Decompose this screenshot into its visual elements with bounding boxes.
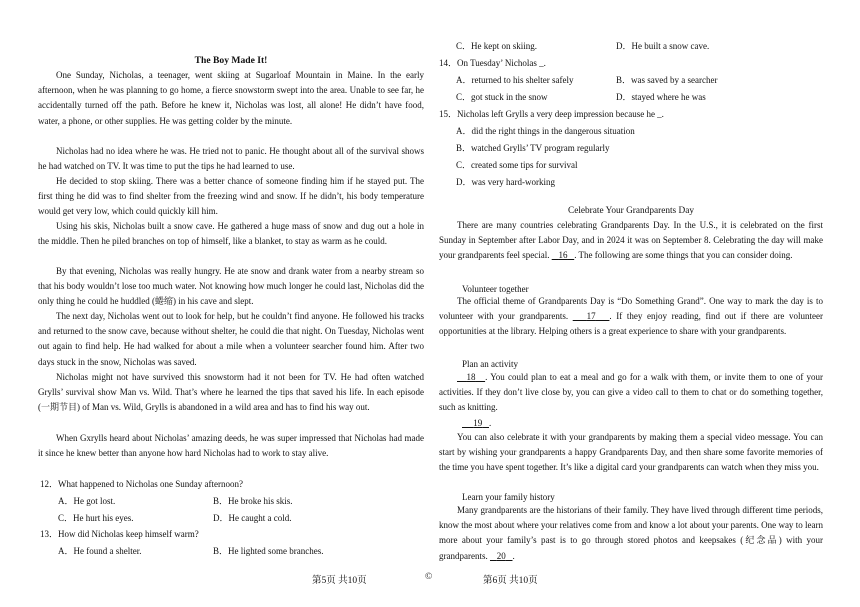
- section-heading: Volunteer together: [462, 284, 529, 294]
- section-heading: Plan an activity: [462, 359, 518, 369]
- question-14-stem: 14．On Tuesday’ Nicholas _.: [439, 58, 546, 68]
- question-14-option-d[interactable]: D．stayed where he was: [616, 92, 706, 102]
- question-15-option-c[interactable]: C．created some tips for survival: [456, 160, 578, 170]
- blank-19[interactable]: 19 .: [473, 418, 492, 428]
- page-number-right: 第6页 共10页: [483, 576, 538, 586]
- question-13-option-c[interactable]: C．He kept on skiing.: [456, 41, 537, 51]
- paragraph-text: . If they enjoy reading, find out if there are volunteer opportunities at the library. Helping others is a great experience to share with your grandparents.: [439, 311, 824, 337]
- question-13-stem: 13．How did Nicholas keep himself warm?: [40, 529, 199, 539]
- question-13-option-a[interactable]: A．He found a shelter.: [58, 546, 142, 556]
- question-15-stem: 15．Nicholas left Grylls a very deep impression because he _.: [439, 109, 664, 119]
- question-14-option-a[interactable]: A．returned to his shelter safely: [456, 75, 574, 85]
- passage-paragraph: Nicholas had no idea where he was. He tried not to panic. He thought about all of the survival shows he had watched on TV. It was time to put the tips he had learned to use.: [38, 146, 424, 172]
- passage-paragraph: Nicholas might not have survived this snowstorm had it not been for TV. He had often watched Grylls’ survival show Man vs. Wild. That’s where he learned the tips that saved his life. In each episode (一期节目) of Man vs. Wild, Grylls is abandoned in a wild area and has to find his way out.: [38, 372, 424, 413]
- passage-paragraph: The next day, Nicholas went out to look for help, but he couldn’t find anyone. He followed his tracks and returned to the snow cave, because without shelter, he could die that night. On Tuesday, Nicholas went out again to find help. He had walked for about a mile when a volunteer searcher found him. After two days stuck in the snow, Nicholas was saved.: [38, 311, 424, 367]
- question-12-stem: 12．What happened to Nicholas one Sunday afternoon?: [40, 479, 243, 489]
- paragraph-text: Many grandparents are the historians of their family. They have lived through different time periods, know the most about where your relatives come from and know a lot about your parents. One way to learn more about your family’s past is to go through stored photos and keepsakes (纪念品) with your grandparents.: [439, 505, 823, 561]
- passage-paragraph: Using his skis, Nicholas built a snow cave. He gathered a huge mass of snow and dug out a hole in the middle. Then he piled branches on top of himself, like a blanket, to stay as warm as he could.: [38, 221, 424, 247]
- copyright-icon: ©: [425, 572, 433, 582]
- passage-title: The Boy Made It!: [194, 55, 268, 66]
- blank-number: 20: [496, 550, 506, 561]
- blank-number: 17: [586, 311, 596, 322]
- passage-paragraph: Many grandparents are the historians of their family. They have lived through different time periods, know the most about where your relatives come from and know a lot about your parents. One way to learn more about your family’s past is to go through stored photos and keepsakes (纪念品) with your grandparents. 20 .: [439, 505, 823, 561]
- paragraph-text: . The following are some things that you can consider doing.: [574, 250, 793, 261]
- question-12-option-b[interactable]: B．He broke his skis.: [213, 496, 293, 506]
- question-13-option-d[interactable]: D．He built a snow cave.: [616, 41, 710, 51]
- blank-20[interactable]: [490, 551, 513, 561]
- paragraph-text: . You could plan to eat a meal and go for a walk with them, or invite them to one of your activities. If they don’t live close by, you can give a video call to them to chat or do something together, such as knitting.: [439, 372, 824, 413]
- passage-title: Celebrate Your Grandparents Day: [568, 206, 694, 216]
- question-12-option-d[interactable]: D．He caught a cold.: [213, 513, 292, 523]
- blank-number: 18: [466, 372, 476, 382]
- paragraph-text: The official theme of Grandparents Day is “Do Something Grand”. One way to mark the day is to volunteer with your grandparents.: [439, 296, 823, 322]
- blank-number: 16: [558, 250, 568, 261]
- passage-paragraph: [439, 294, 823, 340]
- question-15-option-a[interactable]: A．did the right things in the dangerous situation: [456, 126, 635, 136]
- passage-paragraph: By that evening, Nicholas was really hungry. He ate snow and drank water from a nearby stream so that his body wouldn’t lose too much water. Not knowing how much longer he could last, Nicholas did the only thing he could he huddled (蜷缩) in his cave and slept.: [38, 266, 424, 307]
- question-15-option-d[interactable]: D．was very hard-working: [456, 177, 555, 187]
- blank-16[interactable]: [552, 250, 575, 260]
- blank-17[interactable]: [573, 311, 610, 321]
- blank-number: 19: [473, 418, 483, 428]
- passage-paragraph: You can also celebrate it with your grandparents by making them a special video message. You can start by wishing your grandparents a happy Grandparents Day, and then share some favorite memories of the time you have spent together. It’s like a digital card your grandparents can watch when they miss you.: [439, 432, 823, 473]
- question-12-option-c[interactable]: C．He hurt his eyes.: [58, 513, 134, 523]
- section-heading: Learn your family history: [462, 492, 555, 502]
- question-12-option-a[interactable]: A．He got lost.: [58, 496, 116, 506]
- passage-paragraph: One Sunday, Nicholas, a teenager, went skiing at Sugarloaf Mountain in Maine. In the early afternoon, when he was planning to go home, a fierce snowstorm swept into the area. Unable to see far, he accidentally turned off the path. Before he knew it, Nicholas was lost, all alone! He didn’t have food, water, a phone, or other supplies. He was getting colder by the minute.: [38, 70, 424, 126]
- passage-paragraph: [439, 370, 823, 416]
- question-14-option-c[interactable]: C．got stuck in the snow: [456, 92, 548, 102]
- passage-paragraph: [439, 218, 823, 264]
- paragraph-text: There are many countries celebrating Grandparents Day. In the U.S., it is celebrated on the first Sunday in September after Labor Day, and in 2024 it was on September 8. Celebrating the day will make your grandparents feel special.: [439, 220, 823, 261]
- page-number-left: 第5页 共10页: [312, 576, 367, 586]
- question-14-option-b[interactable]: B．was saved by a searcher: [616, 75, 718, 85]
- passage-paragraph: When Gxrylls heard about Nicholas’ amazing deeds, he was super impressed that Nicholas had made it since he knew better than anyone how hard Nicholas had to work to stay alive.: [38, 433, 424, 459]
- blank-18[interactable]: [457, 372, 485, 382]
- question-15-option-b[interactable]: B．watched Grylls’ TV program regularly: [456, 143, 610, 153]
- passage-paragraph: He decided to stop skiing. There was a better chance of someone finding him if he stayed put. The first thing he did was to find shelter from the freezing wind and snow. If he didn’t, his body temperature would get very low, which could quickly kill him.: [38, 176, 424, 217]
- question-13-option-b[interactable]: B．He lighted some branches.: [213, 546, 324, 556]
